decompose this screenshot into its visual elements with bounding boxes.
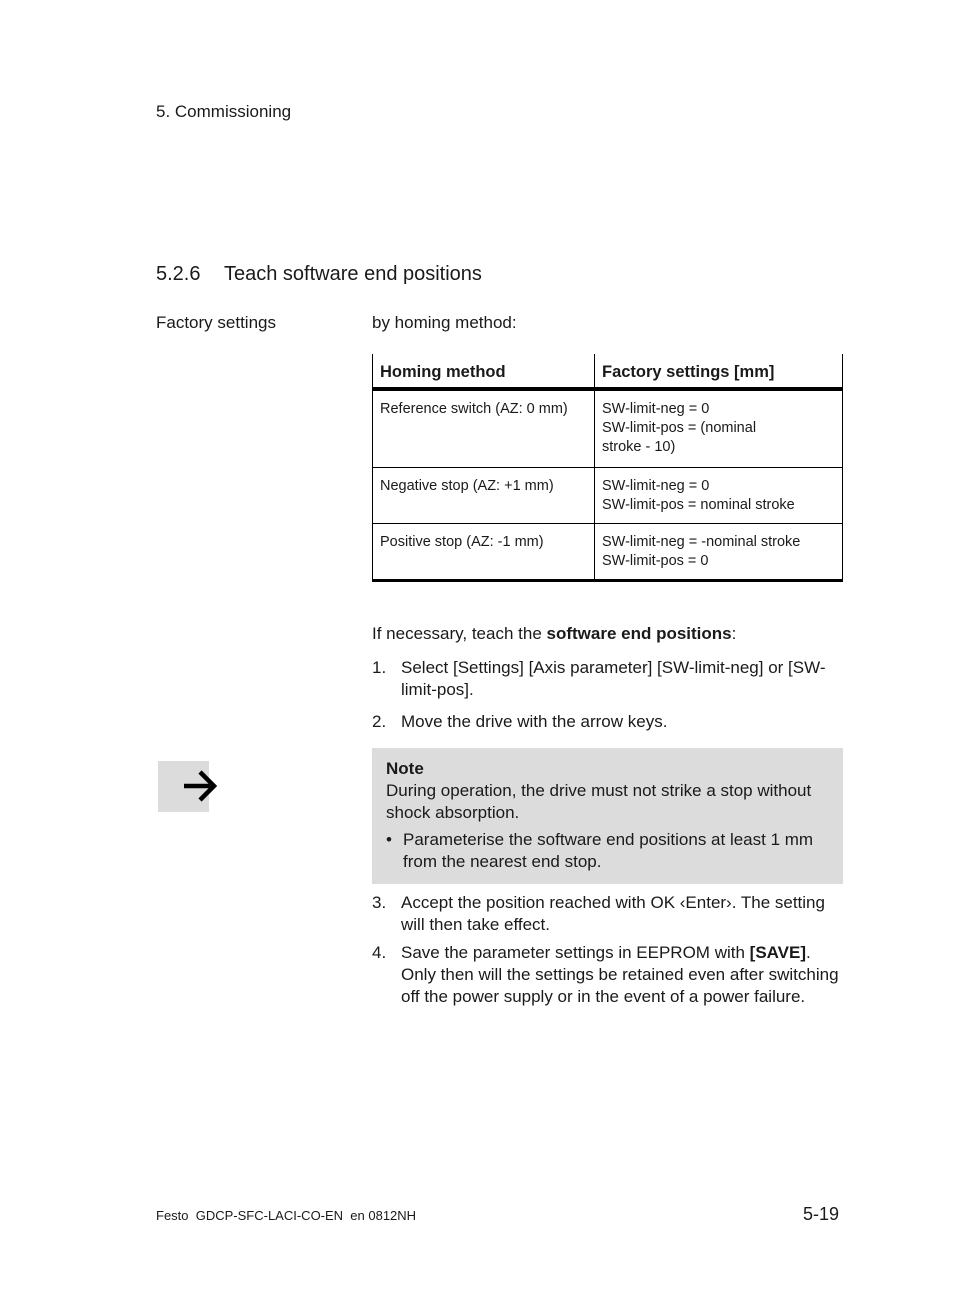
instructions-lead [372, 623, 842, 645]
step-text-part: . Only then will the settings be retained even after switching off the power supply or in the event of a power failure. [401, 943, 839, 1006]
section-number: 5.2.6 [156, 263, 201, 285]
step-1 [372, 657, 842, 701]
footer-page-number: 5-19 [803, 1204, 840, 1224]
lead-text: If necessary, teach the [372, 624, 547, 643]
table-row [373, 523, 843, 580]
step-number: 4. [372, 943, 387, 962]
settings-line: SW-limit-neg = 0 [602, 477, 710, 494]
chapter-header: 5. Commissioning [156, 102, 292, 121]
table-row [373, 467, 843, 523]
step-number: 3. [372, 893, 387, 912]
step-text: Accept the position reached with OK ‹Enter›. The setting will then take effect. [401, 893, 825, 934]
table-header-row [373, 354, 843, 389]
step-text [401, 942, 842, 1008]
factory-settings-table [372, 354, 843, 582]
lead-colon: : [731, 624, 737, 643]
settings-line: stroke - 10) [602, 439, 676, 455]
table-cell-settings [595, 523, 843, 580]
factory-settings-intro: by homing method: [372, 313, 517, 332]
table-cell-method: Reference switch (AZ: 0 mm) [373, 389, 595, 467]
note-bullet-text: Parameterise the software end positions at least 1 mm from the nearest end stop. [403, 830, 814, 871]
bullet-mark: • [386, 830, 392, 849]
step-3 [372, 892, 842, 936]
settings-line: SW-limit-pos = 0 [602, 552, 709, 569]
settings-line: SW-limit-pos = nominal stroke [602, 496, 795, 513]
step-number: 2. [372, 712, 387, 731]
note-bullet [386, 829, 836, 873]
step-2 [372, 711, 842, 733]
table-row [373, 389, 843, 467]
note-title: Note [386, 759, 424, 778]
table-cell-settings [595, 467, 843, 523]
section-title: Teach software end positions [224, 263, 482, 285]
note-body: During operation, the drive must not strike a stop without shock absorption. [386, 781, 812, 822]
table-cell-settings [595, 389, 843, 467]
note-box [372, 748, 843, 884]
step-text: Select [Settings] [Axis parameter] [SW-limit-neg] or [SW-limit-pos]. [401, 658, 826, 699]
settings-line: SW-limit-pos = (nominal [602, 420, 757, 436]
step-text-part: Save the parameter settings in EEPROM with [401, 943, 750, 962]
settings-line: SW-limit-neg = 0 [602, 401, 710, 417]
step-4 [372, 942, 842, 1008]
section-heading [156, 263, 482, 286]
table-cell-method: Negative stop (AZ: +1 mm) [373, 467, 595, 523]
table-cell-method: Positive stop (AZ: -1 mm) [373, 523, 595, 580]
settings-line: SW-limit-neg = -nominal stroke [602, 533, 801, 550]
lead-bold-text: software end positions [546, 624, 732, 643]
table-header-factory-settings: Factory settings [mm] [595, 354, 843, 389]
step-number: 1. [372, 658, 387, 677]
note-arrow-icon [158, 761, 209, 812]
footer-document-id: Festo GDCP-SFC-LACI-CO-EN en 0812NH [156, 1208, 417, 1223]
arrow-right-icon [181, 767, 219, 805]
step-text: Move the drive with the arrow keys. [401, 712, 668, 731]
table-header-homing-method: Homing method [373, 354, 595, 389]
save-key-text: [SAVE] [749, 943, 807, 962]
factory-settings-label: Factory settings [156, 313, 276, 332]
